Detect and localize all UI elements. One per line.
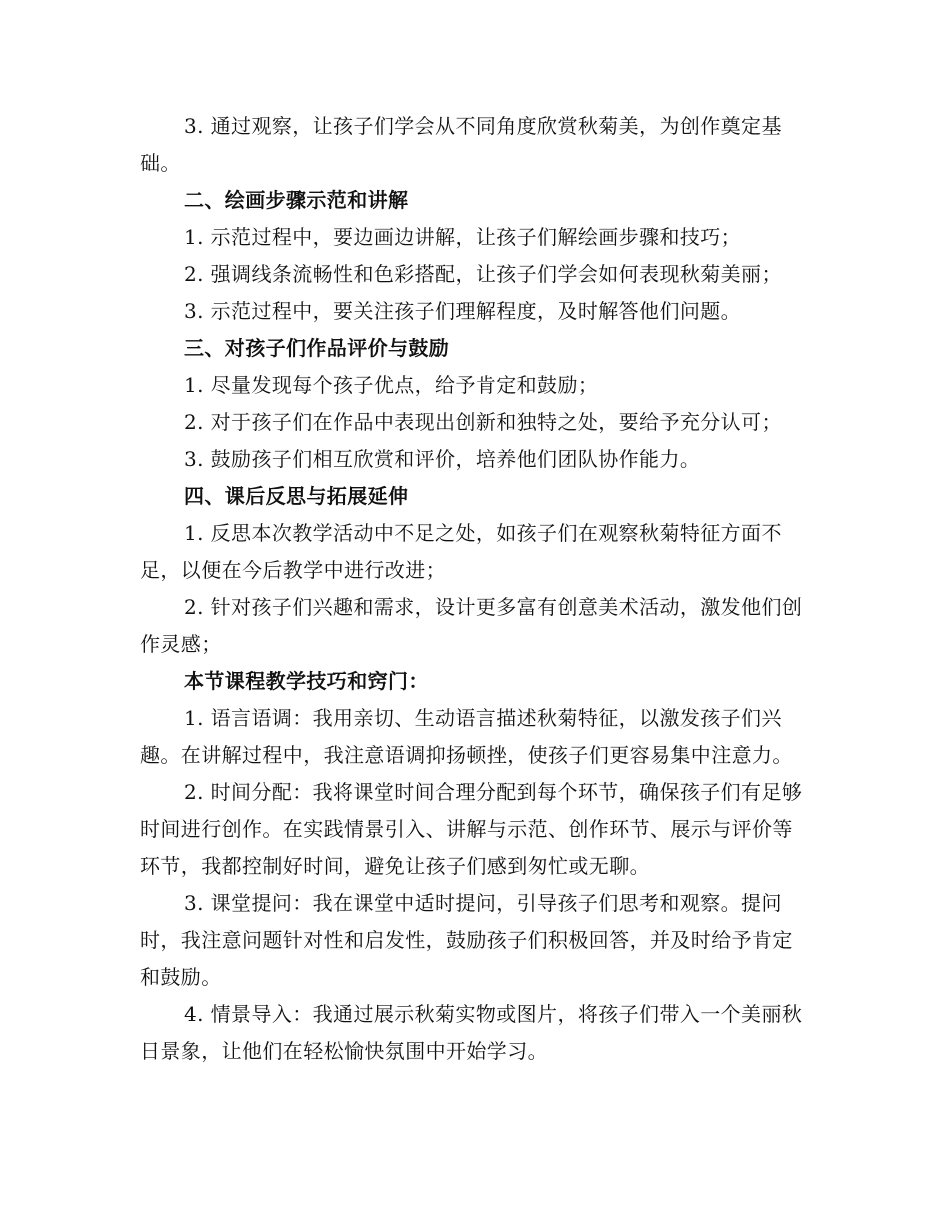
list-item-demo-2: 2. 强调线条流畅性和色彩搭配，让孩子们学会如何表现秋菊美丽； <box>184 262 782 286</box>
list-item-tech-4: 4. 情景导入：我通过展示秋菊实物或图片，将孩子们带入一个美丽秋日景象，让他们在轻松愉快氛围中开始学习。 <box>140 1002 803 1063</box>
list-item-eval-1: 1. 尽量发现每个孩子优点，给予肯定和鼓励； <box>184 373 599 397</box>
list-item-eval-2: 2. 对于孩子们在作品中表现出创新和独特之处，要给予充分认可； <box>184 410 782 434</box>
list-item-tech-3: 3. 课堂提问：我在课堂中适时提问，引导孩子们思考和观察。提问时，我注意问题针对性和启发性，鼓励孩子们积极回答，并及时给予肯定和鼓励。 <box>140 891 793 989</box>
list-item-reflect-2: 2. 针对孩子们兴趣和需求，设计更多富有创意美术活动，激发他们创作灵感； <box>140 595 803 656</box>
section-heading-reflection: 四、课后反思与拓展延伸 <box>184 484 409 508</box>
list-item-demo-1: 1. 示范过程中，要边画边讲解，让孩子们解绘画步骤和技巧； <box>184 225 742 249</box>
list-item-tech-1: 1. 语言语调：我用亲切、生动语言描述秋菊特征，以激发孩子们兴趣。在讲解过程中，我注意语调抑扬顿挫，使孩子们更容易集中注意力。 <box>140 706 793 767</box>
document-body <box>140 108 812 1070</box>
list-item-eval-3: 3. 鼓励孩子们相互欣赏和评价，培养他们团队协作能力。 <box>184 447 701 471</box>
section-heading-demonstration: 二、绘画步骤示范和讲解 <box>184 188 409 212</box>
list-item-reflect-1: 1. 反思本次教学活动中不足之处，如孩子们在观察秋菊特征方面不足，以便在今后教学中进行改进； <box>140 521 782 582</box>
paragraph-observation: 3. 通过观察，让孩子们学会从不同角度欣赏秋菊美，为创作奠定基础。 <box>140 114 782 175</box>
section-heading-evaluation: 三、对孩子们作品评价与鼓励 <box>184 336 450 360</box>
list-item-tech-2: 2. 时间分配：我将课堂时间合理分配到每个环节，确保孩子们有足够时间进行创作。在实践情景引入、讲解与示范、创作环节、展示与评价等环节，我都控制好时间，避免让孩子们感到匆忙或无聊。 <box>140 780 803 878</box>
section-heading-techniques: 本节课程教学技巧和窍门： <box>184 669 429 693</box>
list-item-demo-3: 3. 示范过程中，要关注孩子们理解程度，及时解答他们问题。 <box>184 299 742 323</box>
